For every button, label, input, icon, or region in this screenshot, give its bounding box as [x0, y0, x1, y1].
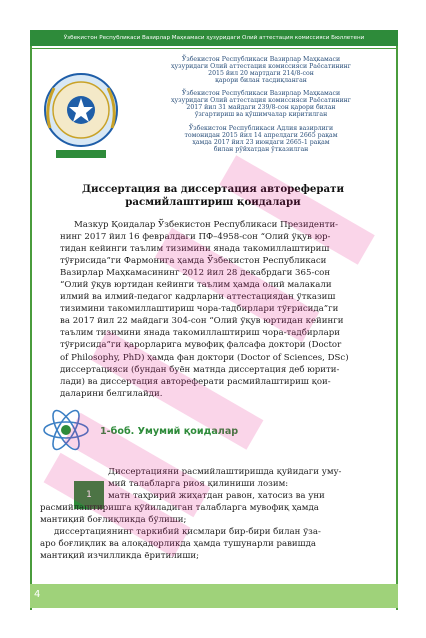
text-line: мантиқий изчилликда ёритилиши; — [40, 551, 199, 562]
decree-line: ҳамда 2017 йил 23 июндаги 2665-1 рақам — [192, 139, 330, 147]
decree-line: томонидан 2015 йил 14 апрелдаги 2665 рақам — [184, 132, 338, 140]
atom-icon — [40, 404, 92, 456]
text-line: илмий ва илмий-педагог кадрларни аттестациядан ўтказиш — [60, 292, 336, 303]
decree-line: ҳузуридаги Олий аттестация комиссияси Раёсатининг — [171, 97, 351, 105]
decree-line: қарори билан тасдиқланган — [215, 77, 307, 85]
text-line: Мазкур Қоидалар Ўзбекистон Республикаси Президенти- — [74, 220, 339, 230]
decree-registration — [136, 125, 386, 153]
item-paragraph — [40, 502, 386, 562]
decree-line: ҳузуридаги Олий аттестация комиссияси Раёсатининг — [171, 63, 351, 71]
text-line: тидан кейинги таълим тизимини янада такомиллаштириш — [60, 244, 330, 255]
text-line: мий талабларга риоя қилиниши лозим: — [108, 479, 289, 490]
item-paragraph-indented — [60, 466, 386, 502]
text-line: расмийлаштиришга қўйиладиган талабларга мувофиқ ҳамда — [40, 503, 319, 513]
text-line: аро боғлиқлик ва алоқадорликда ҳамда тушунарли равишда — [40, 539, 317, 550]
document-title — [40, 183, 386, 208]
intro-paragraph — [60, 219, 386, 400]
text-line: нинг 2017 йил 16 февралдаги ПФ–4958-сон “Олий ўқув юр- — [60, 232, 331, 243]
text-line: тўғрисида”ги Фармонига ҳамда Ўзбекистон Республикаси — [60, 256, 327, 267]
text-line: даларини белгилайди. — [60, 388, 163, 399]
text-line: таълим тизимини янада такомиллаштириш чора-тадбирлари — [60, 328, 340, 339]
decree-line: 2017 йил 31 майдаги 239/8-сон қарори билан — [186, 104, 336, 112]
page-frame-left — [30, 30, 32, 610]
decree-amendment — [136, 90, 386, 118]
title-line: расмийлаштириш қоидалари — [125, 195, 301, 208]
text-line: Вазирлар Маҳкамасининг 2012 йил 28 декабрдаги 365-сон — [60, 268, 331, 279]
decree-line: ўзгартириш ва қўшимчалар киритилган — [194, 111, 328, 119]
text-line: “Олий ўқув юртидан кейинги таълим ҳамда олий малакали — [60, 280, 332, 291]
page-frame-right — [396, 30, 398, 610]
text-line: матн таҳририй жиҳатдан равон, хатосиз ва уни — [108, 491, 325, 502]
text-line: лади) ва диссертация автореферати расмийлаштириш қои- — [60, 376, 331, 387]
header-band: Ўзбекистон Республикаси Вазирлар Маҳкамаси ҳузуридаги Олий аттестация комиссияси Бюллетени — [30, 30, 398, 46]
page-number: 4 — [34, 589, 41, 600]
footer-bar — [30, 584, 398, 608]
title-line: Диссертация ва диссертация автореферати — [82, 183, 344, 195]
text-line: ва 2017 йил 22 майдаги 304-сон “Олий ўқув юртидан кейинги — [60, 316, 344, 327]
text-line: диссертацияси (бундан буён матнда диссертация деб юрити- — [60, 364, 340, 375]
decree-line: Ўзбекистон Республикаси Вазирлар Маҳкамаси — [181, 90, 341, 97]
decree-line: Ўзбекистон Республикаси Вазирлар Маҳкамаси — [181, 56, 341, 63]
text-line: диссертациянинг таркибий қисмлари бир-бири билан ўза- — [54, 527, 321, 538]
chapter-title: 1-боб. Умумий қоидалар — [100, 426, 239, 437]
text-line: тизимини такомиллаштириш чора-тадбирлари тўғрисида”ги — [60, 304, 339, 315]
header-divider — [30, 48, 398, 49]
text-line: тўғрисида”ги қарорларига мувофиқ фалсафа доктори (Doctor — [60, 340, 342, 351]
item-number-badge: 1 — [74, 481, 104, 509]
text-line: of Philosophy, PhD) ҳамда фан доктори (Doctor of Sciences, DSc) — [60, 352, 349, 363]
decree-line: билан рўйхатдан ўтказилган — [213, 146, 309, 154]
decree-line: Ўзбекистон Республикаси Адлия вазирлиги — [188, 125, 334, 132]
decree-line: 2015 йил 20 мартдаги 214/8-сон — [208, 70, 314, 78]
text-line: Диссертацияни расмийлаштиришда қуйидаги уму- — [108, 467, 342, 477]
text-line: мантиқий боғлиқликда бўлиши; — [40, 515, 187, 526]
oak-emblem-icon — [36, 58, 126, 174]
decree-approval — [136, 56, 386, 84]
